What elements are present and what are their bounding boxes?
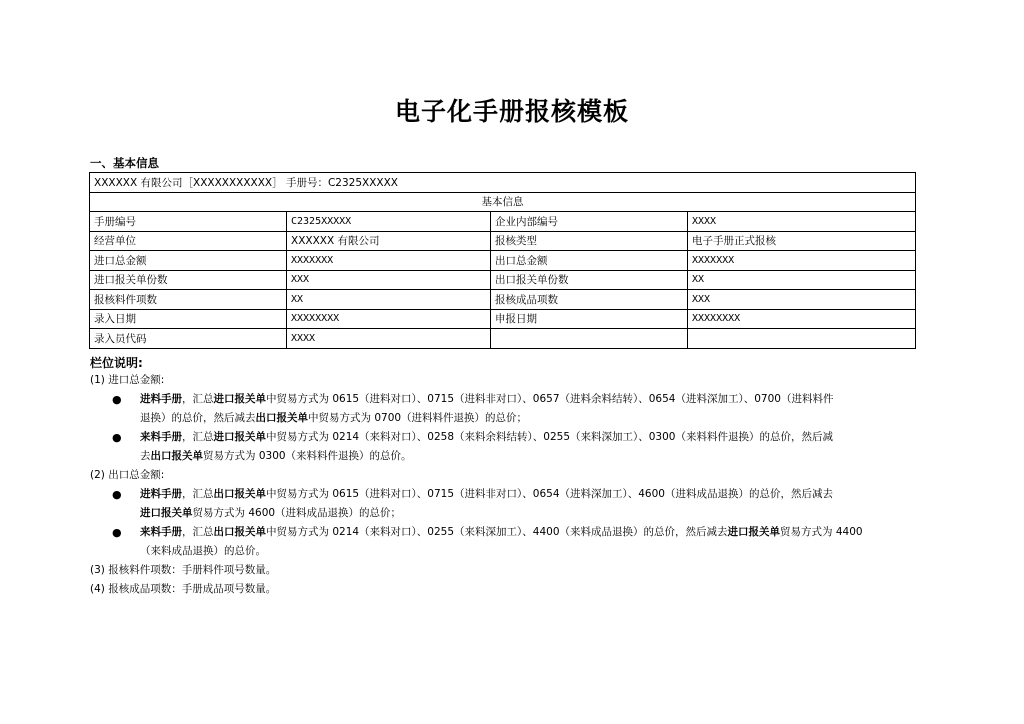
table-cell: 进口报关单份数 — [90, 270, 287, 290]
note-bold: 出口报关单 — [213, 526, 266, 538]
note-text: 贸易方式为 4400 — [780, 526, 863, 538]
note-bullet — [90, 485, 940, 523]
table-cell: XXXX — [688, 212, 916, 232]
note-bold: 出口报关单 — [255, 412, 308, 424]
note-bold: 来料手册 — [140, 526, 182, 538]
bullet-icon: ● — [112, 393, 122, 406]
bullet-icon: ● — [112, 526, 122, 539]
note-text: 中贸易方式为 0214（来料对口）、0258（来料余料结转）、0255（来料深加工）、0300（来料料件退换）的总价，然后减 — [266, 431, 833, 443]
table-cell: XX — [688, 270, 916, 290]
table-row — [90, 192, 916, 212]
table-row — [90, 173, 916, 193]
note-bold: 进料手册 — [140, 393, 182, 405]
note-bullet — [90, 428, 940, 466]
note-bold: 来料手册 — [140, 431, 182, 443]
table-cell: 申报日期 — [491, 309, 688, 329]
note-bold: 进口报关单 — [727, 526, 781, 538]
note-text: 贸易方式为 4600（进料成品退换）的总价； — [192, 507, 402, 519]
note-text: 退换）的总价，然后减去 — [140, 412, 256, 424]
table-cell: XXXXXX 有限公司 — [287, 231, 491, 251]
table-cell: XX — [287, 290, 491, 310]
note-text: 贸易方式为 0300（来料料件退换）的总价。 — [203, 450, 412, 462]
table-subheader: 基本信息 — [90, 192, 916, 212]
table-row — [90, 231, 916, 251]
bullet-icon: ● — [112, 431, 122, 444]
table-row — [90, 251, 916, 271]
table-cell: 出口报关单份数 — [491, 270, 688, 290]
bullet-icon: ● — [112, 488, 122, 501]
table-cell — [491, 329, 688, 349]
table-cell: 报核料件项数 — [90, 290, 287, 310]
note-item-1: (1) 进口总金额: — [90, 374, 165, 386]
table-cell: XXX — [688, 290, 916, 310]
table-cell: 录入日期 — [90, 309, 287, 329]
table-cell: 录入员代码 — [90, 329, 287, 349]
note-bold: 进口报关单 — [140, 507, 193, 519]
table-row — [90, 212, 916, 232]
note-item-3: (3) 报核料件项数：手册料件项号数量。 — [90, 564, 277, 576]
section-basic-info-label: 一、基本信息 — [90, 156, 159, 170]
note-text: ，汇总 — [182, 431, 214, 443]
note-bold: 进口报关单 — [213, 431, 266, 443]
table-cell: 进口总金额 — [90, 251, 287, 271]
note-text: 中贸易方式为 0214（来料对口）、0255（来料深加工）、4400（来料成品退换）的总价，然后减去 — [266, 526, 728, 538]
table-cell: 电子手册正式报核 — [688, 231, 916, 251]
table-cell: XXXXXXXX — [287, 309, 491, 329]
note-text: 去 — [140, 450, 151, 462]
table-cell: XXX — [287, 270, 491, 290]
note-bold: 进口报关单 — [213, 393, 266, 405]
note-text: （来料成品退换）的总价。 — [140, 545, 266, 557]
table-cell — [688, 329, 916, 349]
table-cell: XXXXXXXX — [688, 309, 916, 329]
note-text: ，汇总 — [182, 488, 214, 500]
note-bullet — [90, 390, 940, 428]
table-cell: 出口总金额 — [491, 251, 688, 271]
table-cell: XXXXXXX — [688, 251, 916, 271]
note-text: ，汇总 — [182, 526, 214, 538]
table-cell: XXXXXXX — [287, 251, 491, 271]
note-text: 中贸易方式为 0615（进料对口）、0715（进料非对口）、0654（进料深加工）、4600（进料成品退换）的总价，然后减去 — [266, 488, 833, 500]
note-bullet — [90, 523, 940, 561]
note-text: ，汇总 — [182, 393, 214, 405]
note-text: 中贸易方式为 0615（进料对口）、0715（进料非对口）、0657（进料余料结转）、0654（进料深加工）、0700（进料料件 — [266, 393, 834, 405]
table-cell: 报核类型 — [491, 231, 688, 251]
basic-info-table — [89, 172, 916, 349]
table-cell: 企业内部编号 — [491, 212, 688, 232]
note-bold: 进料手册 — [140, 488, 182, 500]
notes-body — [90, 371, 940, 599]
note-text: 中贸易方式为 0700（进料料件退换）的总价； — [308, 412, 528, 424]
note-bold: 出口报关单 — [213, 488, 266, 500]
table-row — [90, 329, 916, 349]
table-cell: XXXX — [287, 329, 491, 349]
table-row — [90, 270, 916, 290]
table-row — [90, 309, 916, 329]
notes-title: 栏位说明: — [90, 356, 143, 370]
company-header-cell: XXXXXX 有限公司［XXXXXXXXXXX］ 手册号：C2325XXXXX — [90, 173, 916, 193]
table-row — [90, 290, 916, 310]
table-cell: 手册编号 — [90, 212, 287, 232]
table-cell: 经营单位 — [90, 231, 287, 251]
page-title: 电子化手册报核模板 — [394, 97, 629, 126]
note-item-4: (4) 报核成品项数：手册成品项号数量。 — [90, 583, 277, 595]
note-bold: 出口报关单 — [150, 450, 203, 462]
table-cell: 报核成品项数 — [491, 290, 688, 310]
note-item-2: (2) 出口总金额: — [90, 469, 165, 481]
table-cell: C2325XXXXX — [287, 212, 491, 232]
